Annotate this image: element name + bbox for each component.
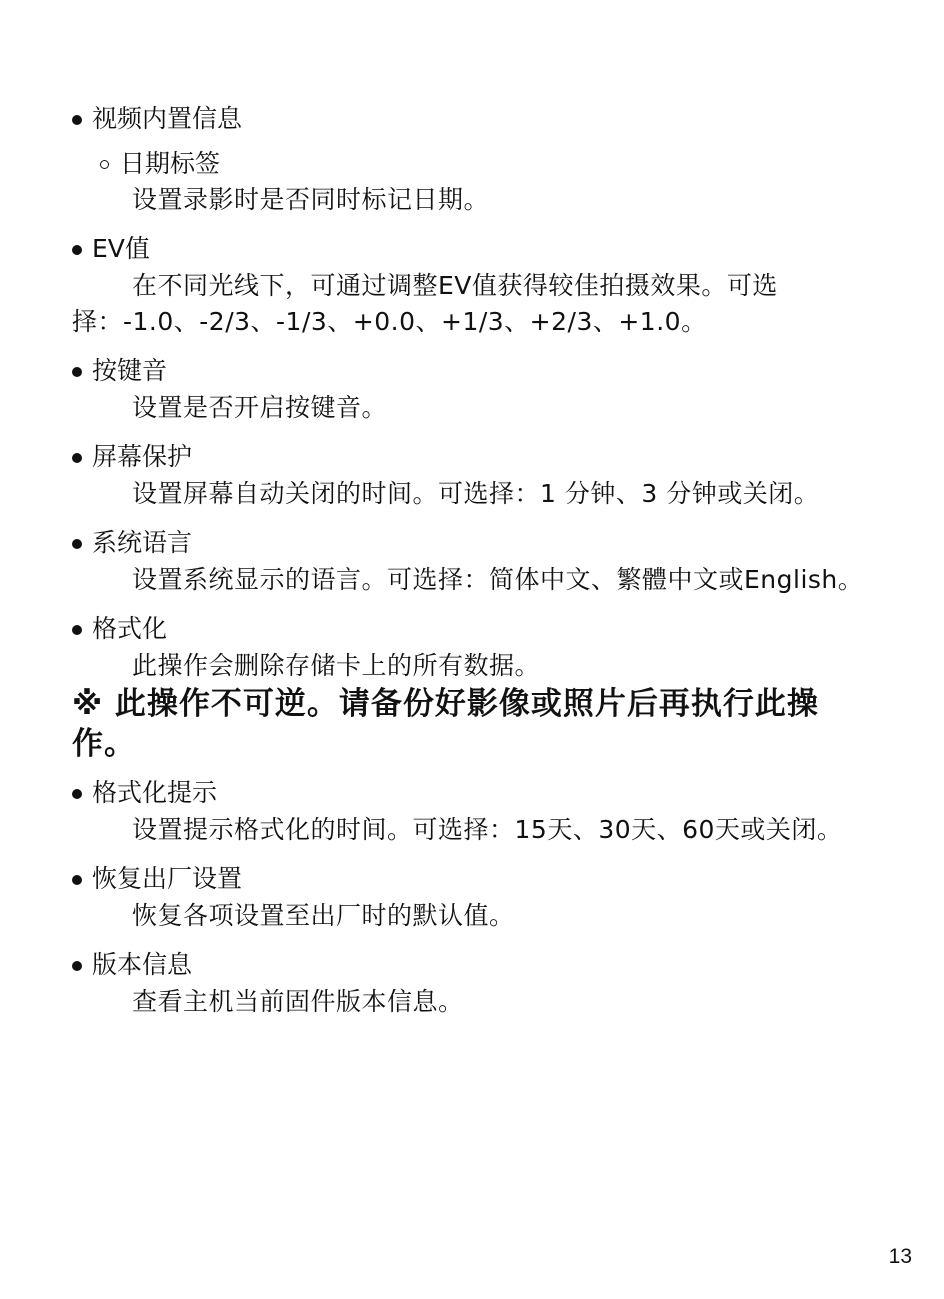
section-version-info bbox=[72, 946, 872, 1020]
section-title bbox=[72, 230, 872, 268]
bullet-icon bbox=[72, 961, 82, 971]
page-number: 13 bbox=[888, 1245, 912, 1268]
section-description: 查看主机当前固件版本信息。 bbox=[132, 987, 464, 1016]
section-screensaver bbox=[72, 438, 872, 512]
section-title-text: 恢复出厂设置 bbox=[92, 864, 243, 893]
section-title bbox=[72, 438, 872, 476]
section-title-text: 系统语言 bbox=[92, 528, 193, 557]
warning-note: ※ 此操作不可逆。请备份好影像或照片后再执行此操作。 bbox=[72, 686, 819, 762]
bullet-icon bbox=[72, 539, 82, 549]
section-title-text: 屏幕保护 bbox=[92, 442, 193, 471]
bullet-icon bbox=[72, 789, 82, 799]
section-language bbox=[72, 524, 872, 598]
section-description: 此操作会删除存储卡上的所有数据。 bbox=[132, 651, 541, 680]
section-description: 在不同光线下，可通过调整EV值获得较佳拍摄效果。可选择：-1.0、-2/3、-1/3、+0.0、+1/3、+2/3、+1.0。 bbox=[72, 271, 778, 336]
bullet-icon bbox=[72, 115, 82, 125]
section-description: 设置系统显示的语言。可选择：简体中文、繁體中文或English。 bbox=[132, 565, 864, 594]
section-title bbox=[72, 352, 872, 390]
section-description: 设置屏幕自动关闭的时间。可选择：1 分钟、3 分钟或关闭。 bbox=[132, 479, 820, 508]
section-description: 设置是否开启按键音。 bbox=[132, 393, 388, 422]
section-title-text: 版本信息 bbox=[92, 950, 193, 979]
section-title bbox=[72, 100, 872, 138]
bullet-icon bbox=[72, 367, 82, 377]
bullet-icon bbox=[72, 875, 82, 885]
section-video-info bbox=[72, 100, 872, 218]
subsection-title-text: 日期标签 bbox=[120, 149, 221, 178]
section-format-reminder bbox=[72, 774, 872, 848]
section-format bbox=[72, 610, 872, 764]
section-title bbox=[72, 524, 872, 562]
bullet-icon bbox=[72, 245, 82, 255]
section-title-text: 格式化提示 bbox=[92, 778, 218, 807]
bullet-icon bbox=[72, 625, 82, 635]
subsection-description: 设置录影时是否同时标记日期。 bbox=[132, 185, 490, 214]
bullet-icon bbox=[72, 453, 82, 463]
section-key-sound bbox=[72, 352, 872, 426]
hollow-bullet-icon bbox=[100, 160, 109, 169]
section-title bbox=[72, 946, 872, 984]
section-title bbox=[72, 860, 872, 898]
section-description: 设置提示格式化的时间。可选择：15天、30天、60天或关闭。 bbox=[132, 815, 843, 844]
manual-page-content bbox=[72, 100, 872, 1020]
section-title-text: 视频内置信息 bbox=[92, 104, 243, 133]
section-factory-reset bbox=[72, 860, 872, 934]
section-ev bbox=[72, 230, 872, 340]
section-title-text: 格式化 bbox=[92, 614, 168, 643]
section-title-text: EV值 bbox=[92, 234, 150, 263]
section-title bbox=[72, 610, 872, 648]
section-description: 恢复各项设置至出厂时的默认值。 bbox=[132, 901, 515, 930]
subsection-title bbox=[100, 146, 872, 182]
section-title bbox=[72, 774, 872, 812]
section-title-text: 按键音 bbox=[92, 356, 168, 385]
